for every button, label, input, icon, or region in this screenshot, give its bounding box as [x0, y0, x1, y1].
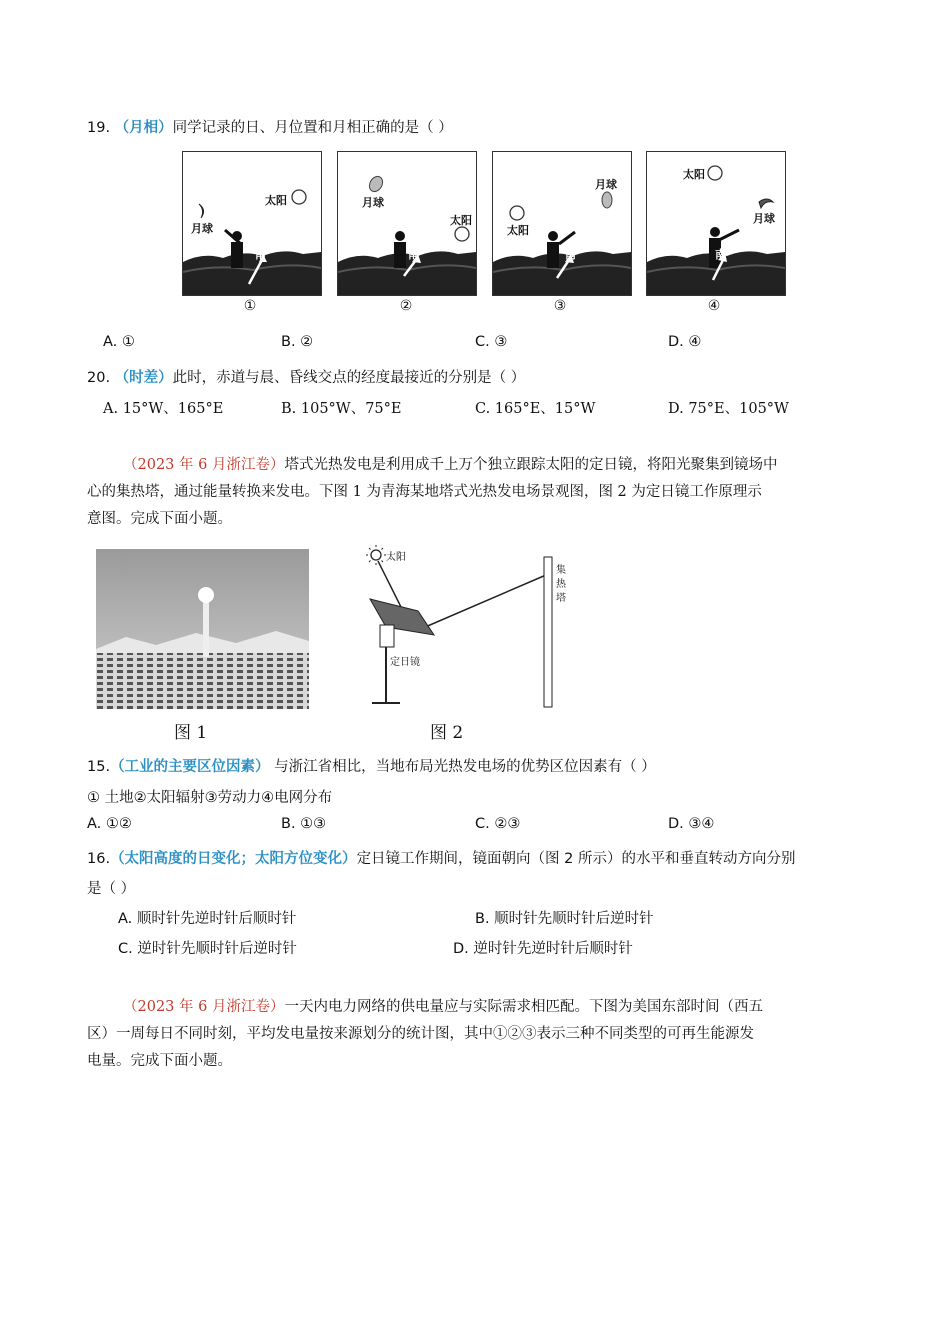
option-letter: D.	[668, 816, 684, 832]
panel-caption-4: ④	[707, 298, 721, 314]
fig2-tower-char-3: 塔	[556, 593, 566, 604]
q15-option-d[interactable]	[668, 816, 714, 832]
option-text: ①②	[105, 816, 132, 832]
option-letter: D.	[453, 941, 469, 957]
passage-1-line-1: 塔式光热发电是利用成千上万个独立跟踪太阳的定日镜，将阳光聚集到镜场中	[284, 457, 778, 473]
passage-1-line-3: 意图。完成下面小题。	[87, 511, 232, 527]
q15-option-b[interactable]	[281, 816, 326, 832]
option-letter: D.	[668, 401, 684, 417]
south-label: 南	[255, 248, 266, 261]
option-text: ④	[688, 334, 702, 350]
q20-number: 20.	[87, 370, 111, 386]
option-letter: B.	[281, 401, 297, 417]
q19-text: 同学记录的日、月位置和月相正确的是（ ）	[172, 120, 453, 136]
heliostat-schematic	[358, 543, 578, 713]
q16-option-b[interactable]	[475, 907, 654, 928]
south-label: 南	[565, 248, 576, 261]
option-letter: B.	[281, 334, 296, 350]
moon-diagram-panel-1	[182, 151, 322, 296]
q15-stem	[87, 755, 656, 776]
south-label: 南	[715, 248, 726, 261]
q16-option-a[interactable]	[118, 907, 296, 928]
passage-2-source: （2023 年 6 月浙江卷）	[123, 999, 285, 1015]
option-text: 105°W、75°E	[300, 401, 402, 417]
q20-topic-tag: （时差）	[114, 370, 173, 386]
q16-text: 定日镜工作期间，镜面朝向（图 2 所示）的水平和垂直转动方向分别	[356, 851, 796, 867]
option-text: ②③	[494, 816, 521, 832]
option-letter: C.	[475, 334, 490, 350]
option-letter: C.	[475, 401, 491, 417]
passage-2-line-1: 一天内电力网络的供电量应与实际需求相匹配。下图为美国东部时间（西五	[284, 999, 763, 1015]
q16-option-c[interactable]	[118, 937, 297, 958]
q19-option-c[interactable]	[475, 334, 507, 350]
moon-label: 月球	[595, 178, 617, 191]
q20-option-b[interactable]	[281, 397, 402, 418]
option-text: ①	[121, 334, 135, 350]
panel-caption-1: ①	[243, 298, 257, 314]
option-letter: D.	[668, 334, 684, 350]
q16-option-d[interactable]	[453, 937, 633, 958]
q19-number: 19.	[87, 120, 111, 136]
q19-option-a[interactable]	[103, 334, 135, 350]
option-letter: C.	[475, 816, 490, 832]
option-text: ③④	[688, 816, 715, 832]
panel-caption-2: ②	[399, 298, 413, 314]
option-letter: B.	[475, 911, 490, 927]
fig2-tower-char-1: 集	[556, 565, 566, 576]
option-text: 顺时针先逆时针后顺时针	[136, 911, 297, 927]
solar-tower-landscape-image	[96, 549, 309, 709]
sun-label: 太阳	[507, 224, 529, 237]
q20-option-d[interactable]	[668, 397, 789, 418]
passage-2-line-3: 电量。完成下面小题。	[87, 1053, 232, 1069]
q16-number: 16.	[87, 851, 111, 867]
option-text: ①③	[300, 816, 327, 832]
passage-1-source: （2023 年 6 月浙江卷）	[123, 457, 285, 473]
q15-factor-list: ① 土地②太阳辐射③劳动力④电网分布	[87, 790, 333, 806]
sun-label: 太阳	[265, 194, 287, 207]
moon-label: 月球	[362, 196, 384, 209]
moon-diagram-panel-3	[492, 151, 632, 296]
q19-option-d[interactable]	[668, 334, 701, 350]
fig2-mirror-label: 定日镜	[390, 657, 420, 668]
passage-1-line-2: 心的集热塔，通过能量转换来发电。下图 1 为青海某地塔式光热发电场景观图，图 2 为定日镜工作原理示	[87, 484, 762, 500]
option-letter: A.	[87, 816, 102, 832]
option-text: 15°W、165°E	[122, 401, 224, 417]
fig2-tower-char-2: 热	[556, 579, 566, 590]
q20-option-c[interactable]	[475, 397, 595, 418]
option-letter: A.	[118, 911, 133, 927]
option-text: 顺时针先顺时针后逆时针	[494, 911, 654, 927]
q15-number: 15.	[87, 759, 111, 775]
heliostat-diagram	[358, 543, 578, 713]
option-text: 逆时针先顺时针后逆时针	[137, 941, 297, 957]
option-letter: C.	[118, 941, 133, 957]
q15-topic-tag: （工业的主要区位因素）	[110, 759, 270, 775]
fig2-sun-label: 太阳	[386, 552, 406, 563]
q20-text: 此时，赤道与晨、昏线交点的经度最接近的分别是（ ）	[172, 370, 526, 386]
q16-topic-tag: （太阳高度的日变化；太阳方位变化）	[110, 851, 357, 867]
panel-caption-3: ③	[553, 298, 567, 314]
q15-text: 与浙江省相比，当地布局光热发电场的优势区位因素有（ ）	[269, 759, 656, 775]
sun-label: 太阳	[683, 168, 705, 181]
sun-label: 太阳	[450, 214, 472, 227]
moon-label: 月球	[753, 212, 775, 225]
q16-text-line-2: 是（ ）	[87, 881, 136, 897]
passage-2-line-2: 区）一周每日不同时刻，平均发电量按来源划分的统计图，其中①②③表示三种不同类型的可再生能源发	[87, 1026, 754, 1042]
south-label: 南	[408, 248, 419, 261]
q15-option-a[interactable]	[87, 816, 132, 832]
moon-label: 月球	[191, 222, 213, 235]
option-text: ③	[494, 334, 508, 350]
option-text: 75°E、105°W	[688, 401, 789, 417]
moon-diagram-panel-2	[337, 151, 477, 296]
q19-option-b[interactable]	[281, 334, 313, 350]
passage-1	[87, 452, 862, 533]
solar-field-photo	[96, 549, 309, 709]
option-letter: B.	[281, 816, 296, 832]
passage-2	[87, 994, 862, 1075]
q20-stem	[87, 366, 525, 387]
q20-option-a[interactable]	[103, 397, 223, 418]
q19-topic-tag: （月相）	[114, 120, 173, 136]
option-letter: A.	[103, 334, 118, 350]
fig1-caption: 图 1	[174, 723, 208, 743]
q19-stem	[87, 116, 453, 137]
q15-option-c[interactable]	[475, 816, 520, 832]
q16-stem	[87, 847, 796, 868]
option-letter: A.	[103, 401, 119, 417]
option-text: 逆时针先逆时针后顺时针	[473, 941, 633, 957]
option-text: 165°E、15°W	[494, 401, 596, 417]
moon-diagram-panel-4	[646, 151, 786, 296]
option-text: ②	[300, 334, 314, 350]
fig2-caption: 图 2	[430, 723, 464, 743]
